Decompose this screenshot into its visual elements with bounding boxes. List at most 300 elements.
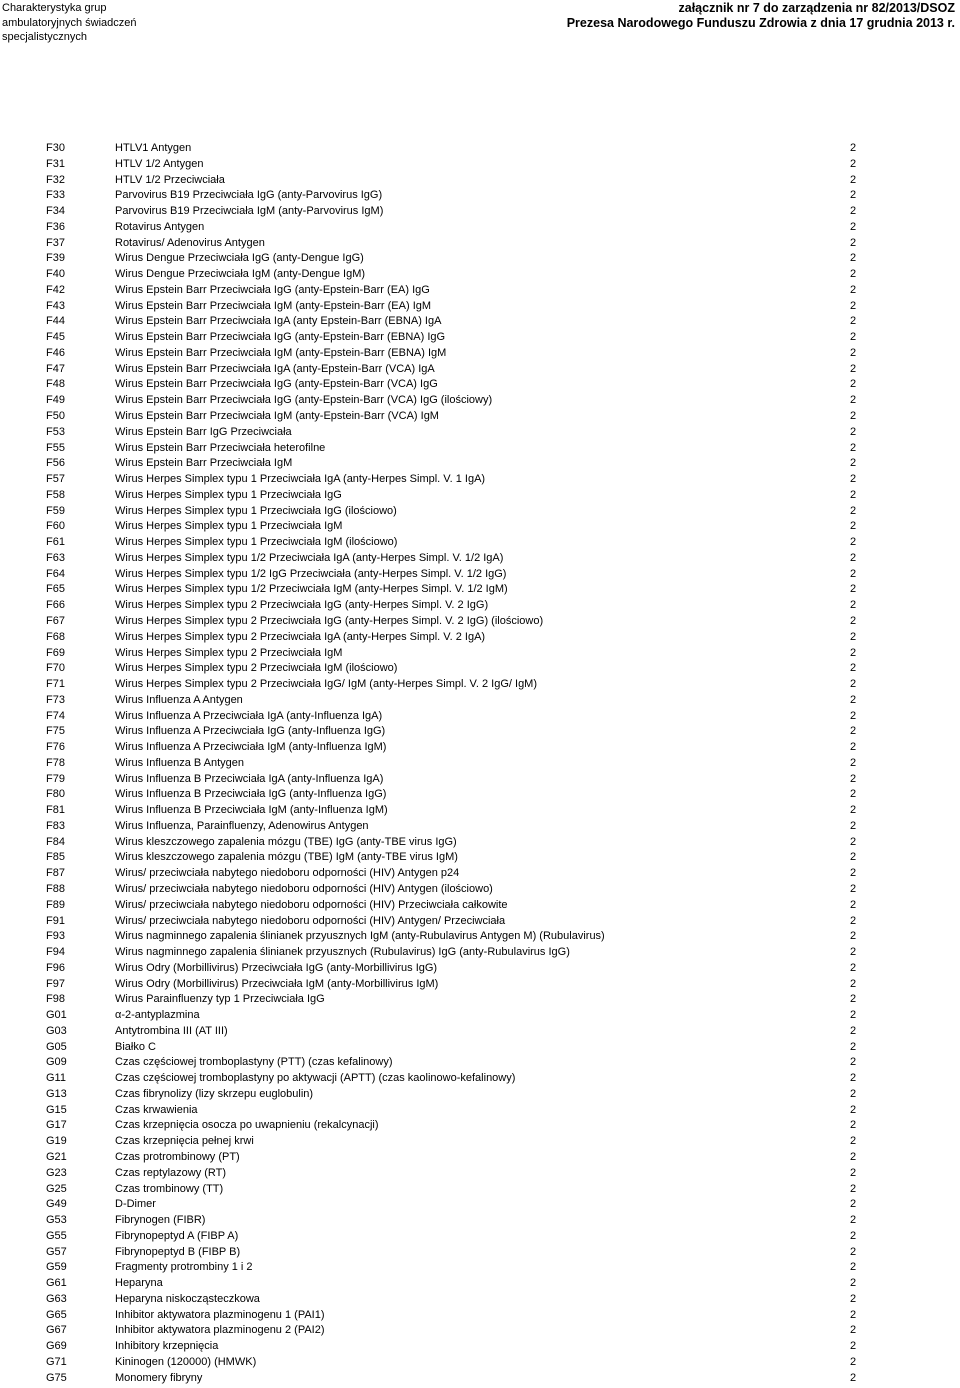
row-value: 2	[850, 441, 857, 454]
table-row	[0, 141, 960, 157]
table-row	[0, 504, 960, 520]
row-code: F75	[46, 725, 65, 738]
row-code: G63	[46, 1292, 67, 1305]
table-row	[0, 803, 960, 819]
row-value: 2	[850, 1308, 857, 1321]
row-code: F65	[46, 583, 65, 596]
row-code: F60	[46, 520, 65, 533]
row-code: F89	[46, 898, 65, 911]
row-name: Antytrombina III (AT III)	[115, 1024, 228, 1037]
table-row	[0, 204, 960, 220]
row-value: 2	[850, 189, 857, 202]
row-value: 2	[850, 709, 857, 722]
row-code: G65	[46, 1308, 67, 1321]
row-value: 2	[850, 646, 857, 659]
row-value: 2	[850, 1009, 857, 1022]
row-name: Wirus Epstein Barr IgG Przeciwciała	[115, 425, 292, 438]
row-value: 2	[850, 1040, 857, 1053]
row-value: 2	[850, 693, 857, 706]
table-row	[0, 756, 960, 772]
row-name: Wirus Odry (Morbillivirus) Przeciwciała IgG (anty-Morbillivirus IgG)	[115, 961, 438, 974]
table-row	[0, 850, 960, 866]
table-row	[0, 882, 960, 898]
table-row	[0, 393, 960, 409]
row-value: 2	[850, 1355, 857, 1368]
table-row	[0, 1323, 960, 1339]
table-row	[0, 677, 960, 693]
row-code: G67	[46, 1324, 67, 1337]
row-value: 2	[850, 678, 857, 691]
row-value: 2	[850, 1182, 857, 1195]
row-code: G15	[46, 1103, 67, 1116]
row-name: Czas częściowej tromboplastyny (PTT) (czas kefalinowy)	[115, 1056, 393, 1069]
table-row	[0, 898, 960, 914]
row-name: Wirus nagminnego zapalenia ślinianek przyusznych (Rubulavirus) IgG (anty-Rubulavirus IgG)	[115, 946, 570, 959]
row-code: F44	[46, 315, 65, 328]
table-row	[0, 283, 960, 299]
row-name: Wirus/ przeciwciała nabytego niedoboru odporności (HIV) Antygen/ Przeciwciała	[115, 914, 506, 927]
row-value: 2	[850, 819, 857, 832]
row-value: 2	[850, 1119, 857, 1132]
row-code: F83	[46, 819, 65, 832]
row-name: Wirus Influenza A Przeciwciała IgA (anty-Influenza IgA)	[115, 709, 383, 722]
table-row	[0, 488, 960, 504]
table-row	[0, 535, 960, 551]
row-value: 2	[850, 851, 857, 864]
row-name: Wirus Epstein Barr Przeciwciała IgG (anty-Epstein-Barr (VCA) IgG (ilościowy)	[115, 394, 493, 407]
table-row	[0, 157, 960, 173]
row-name: Wirus Odry (Morbillivirus) Przeciwciała IgM (anty-Morbillivirus IgM)	[115, 977, 439, 990]
row-value: 2	[850, 1166, 857, 1179]
row-code: F42	[46, 283, 65, 296]
row-value: 2	[850, 346, 857, 359]
table-row	[0, 425, 960, 441]
row-value: 2	[850, 977, 857, 990]
row-value: 2	[850, 835, 857, 848]
row-name: Wirus Dengue Przeciwciała IgG (anty-Dengue IgG)	[115, 252, 364, 265]
table-row	[0, 236, 960, 252]
row-value: 2	[850, 867, 857, 880]
table-row	[0, 1229, 960, 1245]
row-code: G71	[46, 1355, 67, 1368]
row-value: 2	[850, 157, 857, 170]
row-value: 2	[850, 1371, 857, 1384]
row-value: 2	[850, 220, 857, 233]
row-code: G57	[46, 1245, 67, 1258]
table-row	[0, 598, 960, 614]
row-value: 2	[850, 614, 857, 627]
row-name: Wirus Herpes Simplex typu 1/2 Przeciwciała IgA (anty-Herpes Simpl. V. 1/2 IgA)	[115, 551, 504, 564]
header-left-line-2: ambulatoryjnych świadczeń	[2, 16, 137, 29]
table-row	[0, 314, 960, 330]
row-name: Wirus Herpes Simplex typu 1 Przeciwciała IgG	[115, 488, 342, 501]
row-code: F36	[46, 220, 65, 233]
row-code: F66	[46, 599, 65, 612]
row-value: 2	[850, 315, 857, 328]
row-name: Wirus Epstein Barr Przeciwciała IgG (anty-Epstein-Barr (EBNA) IgG	[115, 331, 446, 344]
row-code: F48	[46, 378, 65, 391]
row-code: F56	[46, 457, 65, 470]
row-code: F78	[46, 756, 65, 769]
row-code: F33	[46, 189, 65, 202]
row-code: F91	[46, 914, 65, 927]
row-code: F67	[46, 614, 65, 627]
row-code: F30	[46, 142, 65, 154]
row-value: 2	[850, 1151, 857, 1163]
row-name: HTLV 1/2 Przeciwciała	[115, 173, 225, 186]
table-row	[0, 929, 960, 945]
row-value: 2	[850, 299, 857, 312]
row-code: F61	[46, 536, 65, 549]
row-value: 2	[850, 473, 857, 486]
table-row	[0, 1166, 960, 1182]
table-row	[0, 977, 960, 993]
row-value: 2	[850, 520, 857, 533]
row-value: 2	[850, 142, 857, 154]
table-row	[0, 1213, 960, 1229]
table-row	[0, 1276, 960, 1292]
row-name: Wirus Herpes Simplex typu 2 Przeciwciała IgM	[115, 646, 343, 659]
row-name: Wirus Influenza A Przeciwciała IgM (anty-Influenza IgM)	[115, 741, 387, 754]
row-code: F81	[46, 804, 65, 817]
row-value: 2	[850, 1024, 857, 1037]
row-name: Wirus Epstein Barr Przeciwciała IgM	[115, 457, 293, 470]
row-name: Wirus Epstein Barr Przeciwciała IgM (anty-Epstein-Barr (EA) IgM	[115, 299, 432, 312]
row-name: α-2-antyplazmina	[115, 1009, 200, 1022]
row-value: 2	[850, 236, 857, 249]
row-value: 2	[850, 1292, 857, 1305]
table-row	[0, 1292, 960, 1308]
row-value: 2	[850, 1245, 857, 1258]
row-name: Wirus Dengue Przeciwciała IgM (anty-Dengue IgM)	[115, 268, 366, 281]
table-row	[0, 456, 960, 472]
table-row	[0, 567, 960, 583]
table-row	[0, 1150, 960, 1166]
row-code: F84	[46, 835, 65, 848]
table-row	[0, 519, 960, 535]
table-row	[0, 772, 960, 788]
row-value: 2	[850, 268, 857, 281]
row-code: G05	[46, 1040, 67, 1053]
row-name: Kininogen (120000) (HMWK)	[115, 1355, 257, 1368]
row-code: F63	[46, 551, 65, 564]
table-row	[0, 1071, 960, 1087]
row-value: 2	[850, 1277, 857, 1290]
row-code: F73	[46, 693, 65, 706]
row-name: Wirus Herpes Simplex typu 1 Przeciwciała IgA (anty-Herpes Simpl. V. 1 IgA)	[115, 473, 486, 486]
row-code: F85	[46, 851, 65, 864]
table-row	[0, 173, 960, 189]
row-code: G55	[46, 1229, 67, 1242]
row-name: Wirus Influenza B Antygen	[115, 756, 245, 769]
table-row	[0, 1008, 960, 1024]
row-value: 2	[850, 1324, 857, 1337]
row-value: 2	[850, 583, 857, 596]
row-name: Inhibitor aktywatora plazminogenu 2 (PAI2)	[115, 1324, 325, 1337]
row-value: 2	[850, 599, 857, 612]
table-row	[0, 251, 960, 267]
row-value: 2	[850, 961, 857, 974]
row-value: 2	[850, 283, 857, 296]
row-value: 2	[850, 488, 857, 501]
row-code: F88	[46, 882, 65, 895]
header-left-line-1: Charakterystyka grup	[2, 2, 107, 14]
row-name: Rotavirus/ Adenovirus Antygen	[115, 236, 265, 249]
table-row	[0, 1118, 960, 1134]
table-row	[0, 1134, 960, 1150]
table-row	[0, 661, 960, 677]
table-row	[0, 835, 960, 851]
row-code: F37	[46, 236, 65, 249]
row-name: Wirus kleszczowego zapalenia mózgu (TBE) IgG (anty-TBE virus IgG)	[115, 835, 457, 848]
table-row	[0, 866, 960, 882]
row-code: G19	[46, 1135, 67, 1148]
row-name: Heparyna niskocząsteczkowa	[115, 1292, 260, 1305]
table-row	[0, 992, 960, 1008]
row-value: 2	[850, 662, 857, 675]
row-code: F31	[46, 157, 65, 170]
row-name: Czas reptylazowy (RT)	[115, 1166, 227, 1179]
row-code: G53	[46, 1214, 67, 1227]
row-value: 2	[850, 772, 857, 785]
row-code: G61	[46, 1277, 67, 1290]
table-row	[0, 787, 960, 803]
row-name: Inhibitory krzepnięcia	[115, 1340, 219, 1353]
row-code: G03	[46, 1024, 67, 1037]
row-code: G09	[46, 1056, 67, 1069]
table-row	[0, 267, 960, 283]
table-row	[0, 961, 960, 977]
row-name: Wirus Herpes Simplex typu 1 Przeciwciała IgG (ilościowo)	[115, 504, 397, 517]
row-code: F79	[46, 772, 65, 785]
row-value: 2	[850, 394, 857, 407]
row-value: 2	[850, 1135, 857, 1148]
row-code: F64	[46, 567, 65, 580]
row-value: 2	[850, 1261, 857, 1274]
table-row	[0, 614, 960, 630]
row-code: F93	[46, 930, 65, 943]
table-row	[0, 945, 960, 961]
row-name: Wirus Epstein Barr Przeciwciała IgA (anty Epstein-Barr (EBNA) IgA	[115, 315, 442, 328]
row-name: Wirus Influenza B Przeciwciała IgG (anty-Influenza IgG)	[115, 788, 387, 801]
row-name: HTLV1 Antygen	[115, 142, 192, 154]
row-name: HTLV 1/2 Antygen	[115, 157, 204, 170]
row-value: 2	[850, 536, 857, 549]
row-value: 2	[850, 410, 857, 423]
header-right-line-1: załącznik nr 7 do zarządzenia nr 82/2013/DSOZ	[678, 1, 955, 15]
table-row	[0, 819, 960, 835]
row-value: 2	[850, 946, 857, 959]
table-row	[0, 646, 960, 662]
row-name: Wirus Herpes Simplex typu 2 Przeciwciała IgG (anty-Herpes Simpl. V. 2 IgG) (ilościowo)	[115, 614, 544, 627]
row-name: Białko C	[115, 1040, 156, 1053]
row-code: F70	[46, 662, 65, 675]
row-name: Wirus Influenza B Przeciwciała IgA (anty-Influenza IgA)	[115, 772, 384, 785]
row-name: Wirus Herpes Simplex typu 2 Przeciwciała IgM (ilościowo)	[115, 662, 398, 675]
row-code: F53	[46, 425, 65, 438]
row-value: 2	[850, 425, 857, 438]
row-name: Wirus Influenza, Parainfluenzy, Adenowirus Antygen	[115, 819, 369, 832]
row-value: 2	[850, 1214, 857, 1227]
row-name: Wirus Influenza A Przeciwciała IgG (anty-Influenza IgG)	[115, 725, 386, 738]
row-code: G25	[46, 1182, 67, 1195]
row-name: Fibrynopeptyd B (FIBP B)	[115, 1245, 241, 1258]
row-value: 2	[850, 331, 857, 344]
row-code: F98	[46, 993, 65, 1006]
row-name: Fibrynogen (FIBR)	[115, 1214, 206, 1227]
row-name: Czas trombinowy (TT)	[115, 1182, 224, 1195]
table-row	[0, 441, 960, 457]
row-name: Wirus Epstein Barr Przeciwciała IgG (anty-Epstein-Barr (VCA) IgG	[115, 378, 438, 391]
table-row	[0, 1308, 960, 1324]
row-value: 2	[850, 756, 857, 769]
row-name: Wirus Herpes Simplex typu 1 Przeciwciała IgM (ilościowo)	[115, 536, 398, 549]
table-row	[0, 1339, 960, 1355]
table-row	[0, 1087, 960, 1103]
table-row	[0, 299, 960, 315]
procedure-table	[0, 141, 960, 1386]
row-value: 2	[850, 1103, 857, 1116]
row-name: Wirus nagminnego zapalenia ślinianek przyusznych IgM (anty-Rubulavirus Antygen M) (Rubulavirus)	[115, 930, 605, 943]
row-name: D-Dimer	[115, 1198, 156, 1211]
header-left	[2, 1, 137, 45]
table-row	[0, 1260, 960, 1276]
row-code: G01	[46, 1009, 67, 1022]
row-code: F55	[46, 441, 65, 454]
row-value: 2	[850, 173, 857, 186]
row-value: 2	[850, 457, 857, 470]
row-value: 2	[850, 1072, 857, 1085]
row-code: F80	[46, 788, 65, 801]
row-code: G11	[46, 1072, 66, 1085]
row-value: 2	[850, 504, 857, 517]
table-row	[0, 472, 960, 488]
table-row	[0, 724, 960, 740]
table-row	[0, 709, 960, 725]
row-code: F46	[46, 346, 65, 359]
row-code: F87	[46, 867, 65, 880]
table-row	[0, 914, 960, 930]
row-value: 2	[850, 1340, 857, 1353]
row-name: Heparyna	[115, 1277, 163, 1290]
row-code: F32	[46, 173, 65, 186]
row-name: Wirus Epstein Barr Przeciwciała IgM (anty-Epstein-Barr (EBNA) IgM	[115, 346, 447, 359]
table-row	[0, 362, 960, 378]
row-name: Czas krwawienia	[115, 1103, 198, 1116]
header-left-line-3: specjalistycznych	[2, 31, 87, 43]
row-value: 2	[850, 630, 857, 643]
row-code: G23	[46, 1166, 67, 1179]
header-right	[567, 1, 955, 30]
row-name: Wirus Herpes Simplex typu 1 Przeciwciała IgM	[115, 520, 343, 533]
row-name: Wirus Epstein Barr Przeciwciała heterofilne	[115, 441, 326, 454]
row-code: F57	[46, 473, 65, 486]
header-right-line-2: Prezesa Narodowego Funduszu Zdrowia z dnia 17 grudnia 2013 r.	[566, 15, 955, 30]
table-row	[0, 377, 960, 393]
table-row	[0, 740, 960, 756]
row-name: Wirus Herpes Simplex typu 2 Przeciwciała IgA (anty-Herpes Simpl. V. 2 IgA)	[115, 630, 486, 643]
row-code: F39	[46, 252, 65, 265]
row-code: G59	[46, 1261, 67, 1274]
row-name: Wirus Epstein Barr Przeciwciała IgA (anty-Epstein-Barr (VCA) IgA	[115, 362, 435, 375]
row-code: F34	[46, 205, 65, 218]
row-value: 2	[850, 898, 857, 911]
row-name: Wirus/ przeciwciała nabytego niedoboru odporności (HIV) Antygen (ilościowo)	[115, 882, 493, 895]
row-name: Wirus/ przeciwciała nabytego niedoboru odporności (HIV) Przeciwciała całkowite	[115, 898, 508, 911]
row-value: 2	[850, 993, 857, 1006]
table-row	[0, 1355, 960, 1371]
table-row	[0, 1197, 960, 1213]
row-code: F50	[46, 410, 65, 423]
row-name: Inhibitor aktywatora plazminogenu 1 (PAI1)	[115, 1308, 325, 1321]
table-row	[0, 1055, 960, 1071]
row-value: 2	[850, 252, 857, 265]
row-name: Czas krzepnięcia osocza po uwapnieniu (rekalcynacji)	[115, 1119, 379, 1132]
row-value: 2	[850, 725, 857, 738]
table-row	[0, 330, 960, 346]
row-name: Wirus Epstein Barr Przeciwciała IgG (anty-Epstein-Barr (EA) IgG	[115, 283, 430, 296]
table-row	[0, 1245, 960, 1261]
row-name: Czas częściowej tromboplastyny po aktywacji (APTT) (czas kaolinowo-kefalinowy)	[115, 1072, 516, 1085]
row-name: Fibrynopeptyd A (FIBP A)	[115, 1229, 239, 1242]
row-name: Wirus Herpes Simplex typu 1/2 IgG Przeciwciała (anty-Herpes Simpl. V. 1/2 IgG)	[115, 567, 507, 580]
row-code: F45	[46, 331, 65, 344]
row-value: 2	[850, 1056, 857, 1069]
row-code: F96	[46, 961, 65, 974]
row-name: Parvovirus B19 Przeciwciała IgM (anty-Parvovirus IgM)	[115, 205, 384, 218]
row-name: Monomery fibryny	[115, 1371, 203, 1384]
row-name: Wirus Parainfluenzy typ 1 Przeciwciała IgG	[115, 993, 325, 1006]
row-code: F40	[46, 268, 65, 281]
row-name: Parvovirus B19 Przeciwciała IgG (anty-Parvovirus IgG)	[115, 189, 383, 202]
table-row	[0, 346, 960, 362]
row-name: Wirus Epstein Barr Przeciwciała IgM (anty-Epstein-Barr (VCA) IgM	[115, 410, 439, 423]
row-value: 2	[850, 362, 857, 375]
table-row	[0, 1040, 960, 1056]
row-name: Czas protrombinowy (PT)	[115, 1151, 240, 1163]
row-code: F43	[46, 299, 65, 312]
row-value: 2	[850, 1198, 857, 1211]
row-value: 2	[850, 1229, 857, 1242]
table-row	[0, 1103, 960, 1119]
row-name: Wirus Herpes Simplex typu 1/2 Przeciwciała IgM (anty-Herpes Simpl. V. 1/2 IgM)	[115, 583, 508, 596]
row-code: F74	[46, 709, 65, 722]
row-name: Rotavirus Antygen	[115, 220, 205, 233]
row-code: G69	[46, 1340, 67, 1353]
row-code: F58	[46, 488, 65, 501]
table-row	[0, 188, 960, 204]
row-code: G21	[46, 1151, 67, 1163]
row-name: Fragmenty protrombiny 1 i 2	[115, 1261, 253, 1274]
row-code: F97	[46, 977, 65, 990]
row-value: 2	[850, 378, 857, 391]
row-code: F49	[46, 394, 65, 407]
table-row	[0, 1371, 960, 1387]
table-row	[0, 409, 960, 425]
table-row	[0, 1182, 960, 1198]
row-code: F76	[46, 741, 65, 754]
row-code: G13	[46, 1087, 67, 1100]
row-name: Czas fibrynolizy (lizy skrzepu euglobulin)	[115, 1087, 314, 1100]
row-value: 2	[850, 1087, 857, 1100]
row-name: Wirus Herpes Simplex typu 2 Przeciwciała IgG/ IgM (anty-Herpes Simpl. V. 2 IgG/ IgM)	[115, 678, 538, 691]
row-value: 2	[850, 914, 857, 927]
row-value: 2	[850, 788, 857, 801]
row-value: 2	[850, 882, 857, 895]
row-value: 2	[850, 930, 857, 943]
row-code: F69	[46, 646, 65, 659]
row-name: Wirus Herpes Simplex typu 2 Przeciwciała IgG (anty-Herpes Simpl. V. 2 IgG)	[115, 599, 489, 612]
